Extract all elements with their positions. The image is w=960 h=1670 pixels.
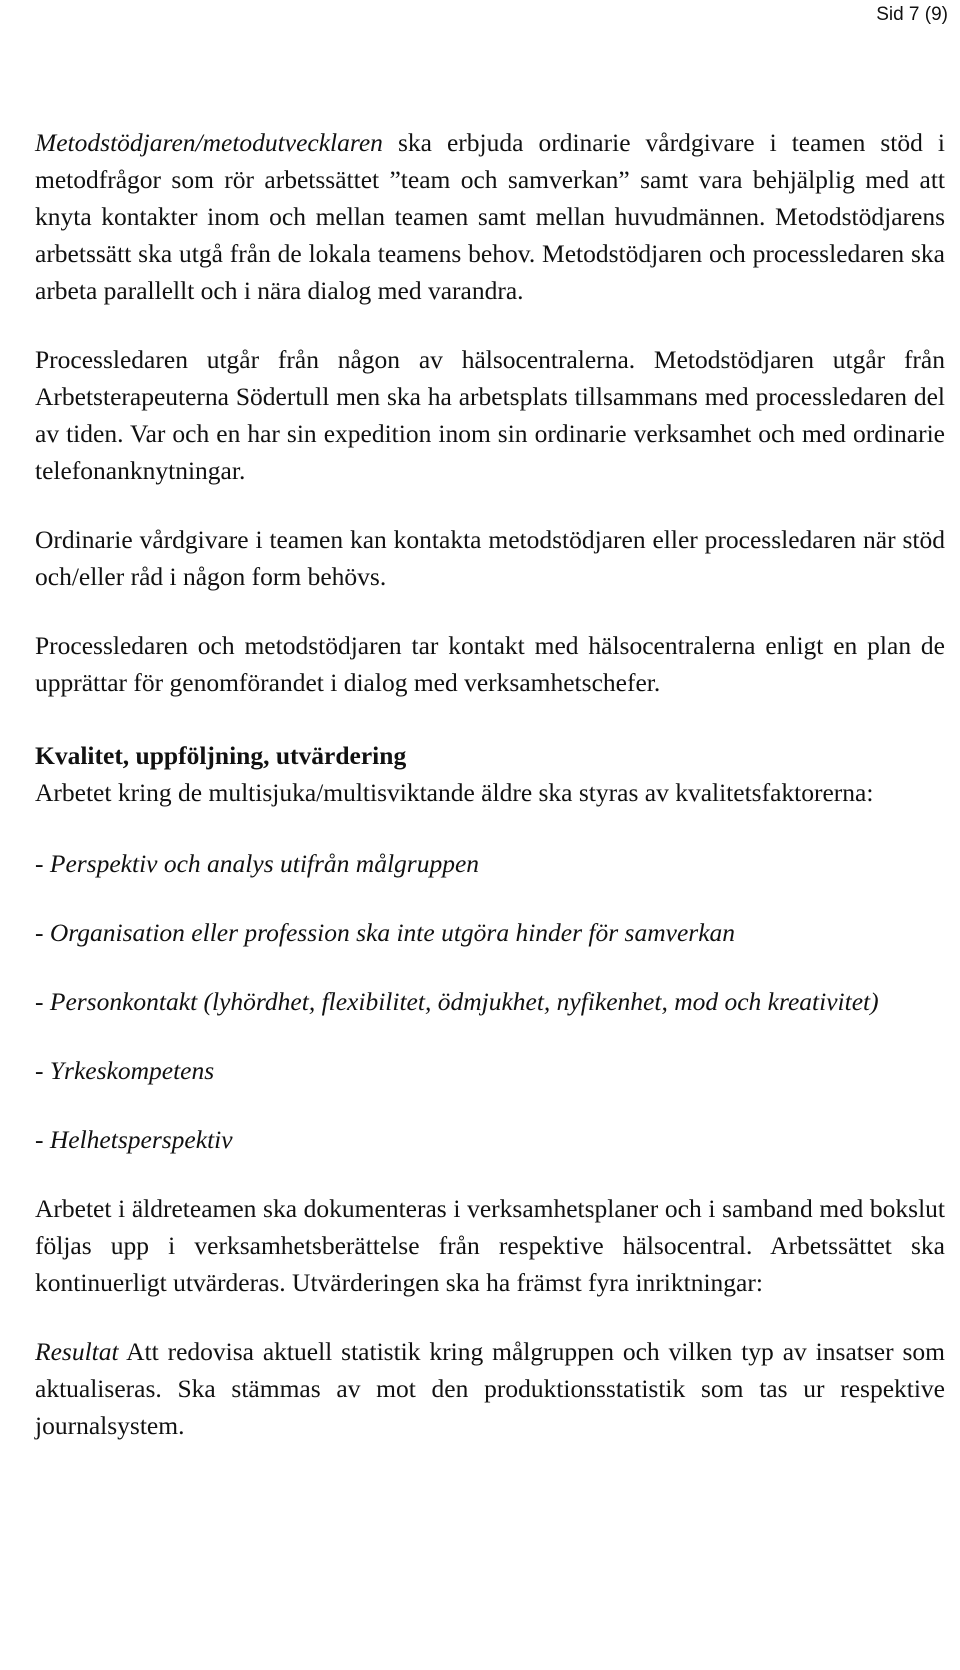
paragraph-resultat	[35, 1333, 945, 1444]
paragraph-plan: Processledaren och metodstödjaren tar kontakt med hälsocentralerna enligt en plan de upprättar för genomförandet i dialog med verksamhetschefer.	[35, 631, 945, 697]
section-intro: Arbetet kring de multisjuka/multisviktande äldre ska styras av kvalitetsfaktorerna:	[35, 778, 874, 807]
paragraph-lead-term: Resultat	[35, 1337, 119, 1366]
quality-factor-item: - Organisation eller profession ska inte utgöra hinder för samverkan	[35, 918, 736, 947]
paragraph-metodstodjaren	[35, 124, 945, 309]
quality-factor-item: - Helhetsperspektiv	[35, 1125, 233, 1154]
paragraph-processledaren: Processledaren utgår från någon av hälsocentralerna. Metodstödjaren utgår från Arbetsterapeuterna Södertull men ska ha arbetsplats tillsammans med processledaren del av tiden. Var och en har sin expedition inom sin ordinarie verksamhet och med ordinarie telefonanknytningar.	[35, 345, 945, 485]
quality-factor-item: - Personkontakt (lyhördhet, flexibilitet, ödmjukhet, nyfikenhet, mod och kreativitet)	[35, 987, 879, 1016]
paragraph-text: ska erbjuda ordinarie vårdgivare i teamen stöd i metodfrågor som rör arbetssättet ”team och samverkan” samt vara behjälplig med att knyta kontakter inom och mellan teamen samt mellan huvudmännen. Metodstödjarens arbetssätt ska utgå från de lokala teamens behov. Metodstödjaren och processledaren ska arbeta parallellt och i nära dialog med varandra.	[35, 128, 945, 305]
page-number: Sid 7 (9)	[876, 4, 948, 25]
paragraph-kontakt: Ordinarie vårdgivare i teamen kan kontakta metodstödjaren eller processledaren när stöd och/eller råd i någon form behövs.	[35, 525, 945, 591]
quality-factor-item: - Yrkeskompetens	[35, 1056, 215, 1085]
paragraph-dokumentation: Arbetet i äldreteamen ska dokumenteras i verksamhetsplaner och i samband med bokslut följas upp i verksamhetsberättelse från respektive hälsocentral. Arbetssättet ska kontinuerligt utvärderas. Utvärderingen ska ha främst fyra inriktningar:	[35, 1194, 945, 1297]
paragraph-lead-term: Metodstödjaren/metodutvecklaren	[35, 128, 383, 157]
quality-factor-item: - Perspektiv och analys utifrån målgruppen	[35, 849, 480, 878]
document-body	[35, 124, 945, 1476]
paragraph-text: Att redovisa aktuell statistik kring målgruppen och vilken typ av insatser som aktualiseras. Ska stämmas av mot den produktionsstatistik som tas ur respektive journalsystem.	[35, 1337, 945, 1440]
section-heading: Kvalitet, uppföljning, utvärdering	[35, 741, 407, 770]
